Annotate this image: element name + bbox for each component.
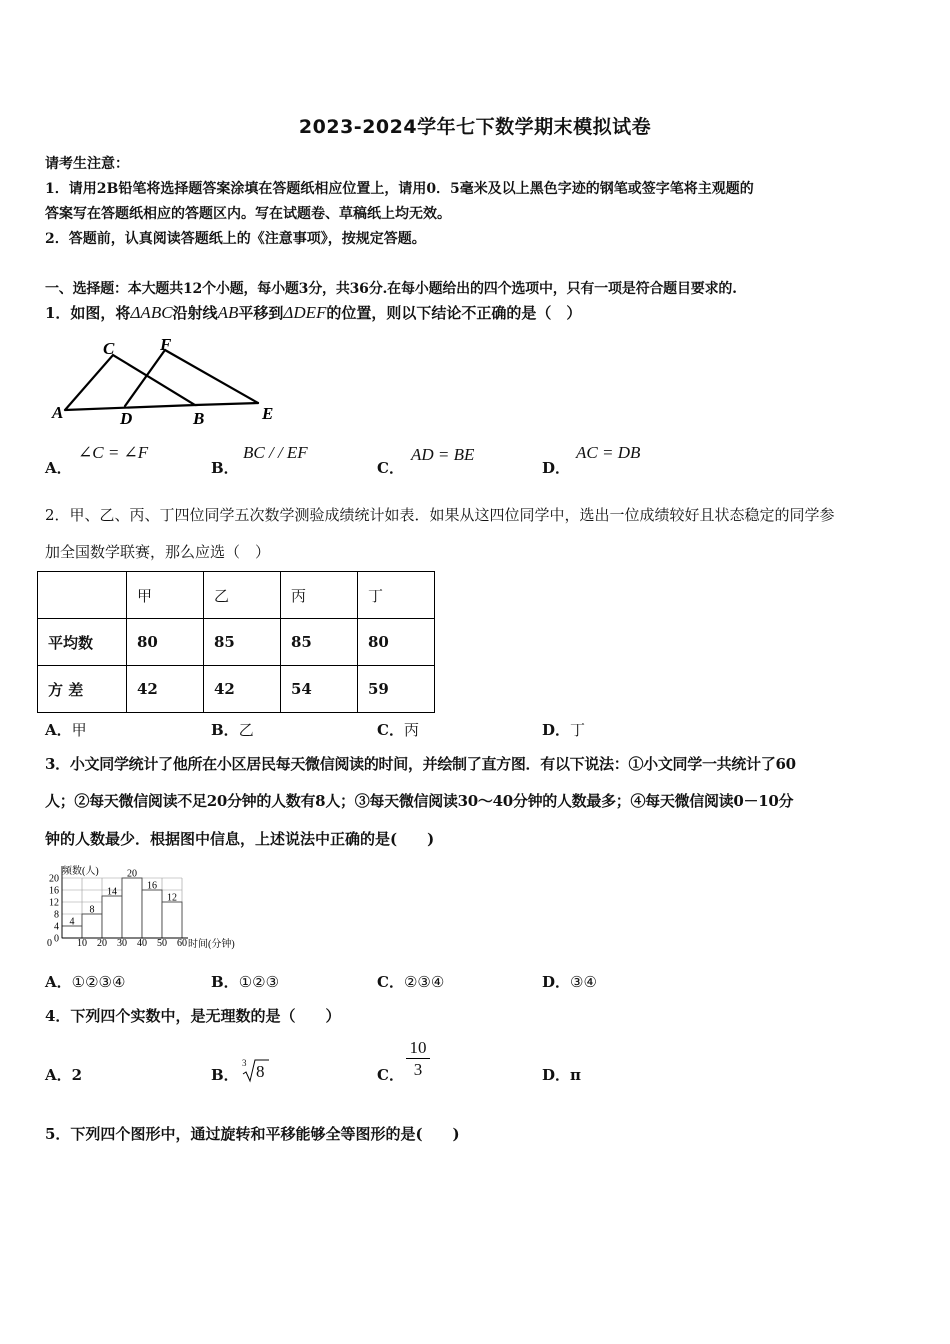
histogram-x-tick-label: 50	[157, 938, 167, 949]
q4-option-d-letter: D．	[542, 1066, 571, 1084]
histogram-bars	[62, 869, 182, 939]
fraction-numerator: 10	[406, 1038, 430, 1059]
table-header-cell: 甲	[127, 572, 204, 619]
label-a: A	[52, 403, 64, 422]
histogram-y-tick-label: 4	[54, 921, 59, 933]
q3-option-a	[45, 971, 125, 992]
table-cell: 54	[281, 666, 358, 713]
q1-prefix: 1．如图，将	[45, 304, 131, 322]
histogram-bar-value-label: 16	[147, 880, 157, 892]
q1-option-c-letter: C．	[377, 459, 404, 477]
q2-option-c-letter: C．	[377, 721, 404, 739]
q3-option-a-text: ①②③④	[71, 973, 126, 991]
histogram-x-tick-label: 20	[97, 938, 107, 949]
table-header-cell: 丙	[281, 572, 358, 619]
q1-mid1: 沿射线	[172, 304, 218, 322]
fraction-denominator: 3	[413, 1060, 423, 1079]
q3-option-d	[542, 971, 597, 992]
table-cell: 85	[204, 619, 281, 666]
q3-option-d-letter: D．	[542, 973, 571, 991]
histogram-x-tick-label: 30	[117, 938, 127, 949]
q3-stem-line-2: 人；②每天微信阅读不足20分钟的人数有8人；③每天微信阅读30～40分钟的人数最多；④每天微信阅读0－10分	[45, 792, 794, 810]
q4-option-a-letter: A．	[45, 1066, 72, 1084]
histogram-bar	[62, 926, 82, 938]
q2-option-c-text: 丙	[403, 721, 419, 739]
q4-option-a	[45, 1064, 82, 1085]
label-e: E	[262, 404, 274, 423]
q1-option-b-letter: B．	[211, 459, 239, 477]
q3-option-b-letter: B．	[211, 973, 239, 991]
histogram-bar-value-label: 14	[107, 886, 117, 898]
q3-stem-line-1: 3．小文同学统计了他所在小区居民每天微信阅读的时间，并绘制了直方图．有以下说法：①小文同学一共统计了60	[45, 755, 796, 773]
histogram-bar-value-label: 4	[69, 916, 75, 928]
q2-stem-line-1: 2．甲、乙、丙、丁四位同学五次数学测验成绩统计如表．如果从这四位同学中，选出一位成绩较好且状态稳定的同学参	[45, 506, 835, 524]
table-header-row	[38, 572, 435, 619]
histogram-bar	[162, 902, 182, 938]
q1-triangle-def: ΔDEF	[283, 303, 327, 322]
triangle-abc	[65, 355, 195, 410]
table-cell: 42	[127, 666, 204, 713]
table-header-cell: 乙	[204, 572, 281, 619]
histogram-y-tick-label: 20	[49, 873, 59, 885]
q2-option-b	[211, 719, 254, 740]
q2-option-d-text: 丁	[570, 721, 586, 739]
q3-option-c-text: ②③④	[403, 973, 445, 991]
table-cell: 59	[358, 666, 435, 713]
q4-option-c-letter: C．	[377, 1066, 404, 1084]
triangle-def	[125, 350, 258, 406]
q4-option-d-text: π	[570, 1066, 581, 1084]
notice-heading: 请考生注意：	[45, 156, 129, 172]
q1-option-a-letter: A．	[45, 459, 72, 477]
label-c: C	[103, 339, 115, 358]
q1-translation-figure	[50, 338, 290, 430]
q1-option-d-text: AC = DB	[576, 443, 641, 462]
radical-index: 3	[242, 1058, 247, 1068]
histogram-y-tick-label: 16	[49, 885, 59, 897]
table-row	[38, 666, 435, 713]
table-cell: 80	[358, 619, 435, 666]
q3-histogram	[44, 862, 254, 954]
histogram-bar	[82, 914, 102, 938]
q2-option-a-text: 甲	[71, 721, 87, 739]
q2-option-a	[45, 719, 87, 740]
histogram-x-tick-label: 10	[77, 938, 87, 949]
q2-option-d	[542, 719, 585, 740]
histogram-bar	[122, 878, 142, 938]
notice-line-3: 2．答题前，认真阅读答题纸上的《注意事项》，按规定答题。	[45, 231, 426, 247]
table-cell: 方 差	[38, 666, 127, 713]
table-header-cell: 丁	[358, 572, 435, 619]
label-b: B	[193, 409, 205, 428]
histogram-bar-value-label: 12	[167, 892, 177, 904]
q1-option-b-text: BC / / EF	[243, 443, 308, 462]
q3-stem-line-3: 钟的人数最少．根据图中信息，上述说法中正确的是( )	[45, 830, 435, 848]
histogram-ylabel: 频数(人)	[62, 866, 99, 877]
q4-option-b-letter: B．	[211, 1066, 239, 1084]
q4-option-a-text: 2	[71, 1066, 83, 1084]
table-header-cell	[38, 572, 127, 619]
q3-option-b-text: ①②③	[238, 973, 280, 991]
section-heading: 一、选择题：本大题共12个小题，每小题3分，共36分.在每小题给出的四个选项中，只有一项是符合题目要求的.	[45, 281, 737, 297]
q2-option-b-text: 乙	[238, 721, 254, 739]
q2-option-a-letter: A．	[45, 721, 72, 739]
q2-option-b-letter: B．	[211, 721, 239, 739]
histogram-xlabel: 时间(分钟)	[188, 939, 235, 950]
q1-suffix: 的位置，则以下结论不正确的是（ ）	[326, 304, 582, 322]
q1-option-d-letter: D．	[542, 459, 571, 477]
notice-line-2: 答案写在答题纸相应的答题区内。写在试题卷、草稿纸上均无效。	[45, 206, 451, 222]
q5-stem: 5．下列四个图形中，通过旋转和平移能够全等图形的是( )	[45, 1125, 460, 1143]
histogram-bar	[102, 896, 122, 938]
q4-option-d	[542, 1064, 581, 1085]
baseline-be	[195, 403, 258, 405]
q3-option-b	[211, 971, 279, 992]
histogram-y-tick-label: 0	[54, 933, 59, 945]
q2-score-table	[37, 571, 435, 713]
q4-option-c-fraction	[406, 1038, 430, 1081]
table-cell: 平均数	[38, 619, 127, 666]
q1-triangle-abc: ΔABC	[130, 303, 173, 322]
table-cell: 80	[127, 619, 204, 666]
histogram-bar	[142, 890, 162, 938]
histogram-bar-value-label: 20	[127, 868, 137, 880]
table-row	[38, 619, 435, 666]
table-cell: 42	[204, 666, 281, 713]
q2-option-d-letter: D．	[542, 721, 571, 739]
q3-option-d-text: ③④	[570, 973, 597, 991]
radicand: 8	[256, 1062, 265, 1081]
q1-stem	[45, 302, 581, 323]
q1-mid2: 平移到	[238, 304, 284, 322]
q1-segment: AB	[217, 303, 239, 322]
q2-option-c	[377, 719, 419, 740]
histogram-bar-value-label: 8	[89, 904, 95, 916]
q3-option-c	[377, 971, 444, 992]
table-cell: 85	[281, 619, 358, 666]
label-f: F	[160, 338, 172, 354]
label-d: D	[120, 409, 133, 428]
histogram-x-tick-label: 0	[47, 938, 52, 949]
histogram-x-tick-label: 40	[137, 938, 147, 949]
histogram-y-tick-label: 12	[49, 897, 59, 909]
q4-option-b-radical	[240, 1058, 270, 1088]
notice-line-1: 1．请用2B铅笔将选择题答案涂填在答题纸相应位置上，请用0．5毫米及以上黑色字迹的钢笔或签字笔将主观题的	[45, 181, 754, 197]
q1-option-c-text: AD = BE	[411, 445, 475, 464]
q4-stem: 4．下列四个实数中，是无理数的是（ ）	[45, 1007, 341, 1025]
page-title: 2023-2024学年七下数学期末模拟试卷	[298, 116, 652, 138]
histogram-x-tick-label: 60	[177, 938, 187, 949]
q2-stem-line-2: 加全国数学联赛，那么应选（ ）	[45, 543, 271, 561]
q3-option-a-letter: A．	[45, 973, 72, 991]
histogram-y-tick-label: 8	[54, 909, 59, 921]
q3-option-c-letter: C．	[377, 973, 404, 991]
q1-option-a-text: ∠C = ∠F	[78, 443, 149, 462]
